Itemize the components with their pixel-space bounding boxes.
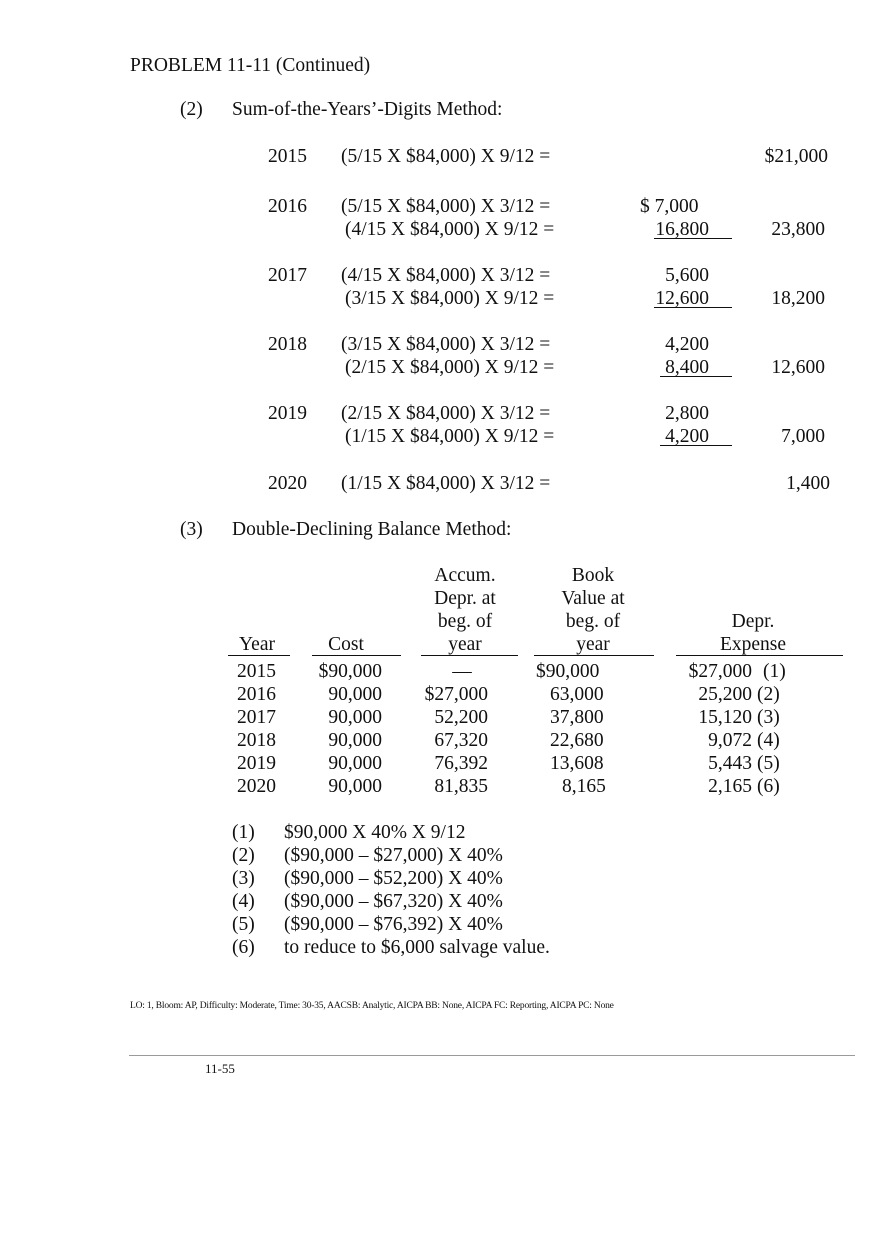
syd-amount: 4,200 xyxy=(665,334,709,355)
column-header-book: beg. of xyxy=(565,611,621,632)
cell-depr: 5,443 xyxy=(708,753,752,774)
cell-accum: — xyxy=(452,661,472,682)
footnote-number: (3) xyxy=(232,868,255,889)
cell-depr: $27,000 xyxy=(688,661,752,682)
cell-book: 22,680 xyxy=(550,730,604,751)
cell-cost: $90,000 xyxy=(318,661,382,682)
column-header-book: year xyxy=(576,634,610,655)
footnote-text: ($90,000 – $76,392) X 40% xyxy=(284,914,503,935)
syd-amount: 16,800 xyxy=(655,219,709,240)
syd-amount: 5,600 xyxy=(665,265,709,286)
column-header-book: Book xyxy=(571,565,615,586)
cell-book: $90,000 xyxy=(536,661,600,682)
syd-calc: (3/15 X $84,000) X 9/12 = xyxy=(345,288,555,309)
syd-total: 12,600 xyxy=(771,357,825,378)
cell-accum: 81,835 xyxy=(434,776,488,797)
cell-year: 2017 xyxy=(237,707,276,728)
section-number-syd: (2) xyxy=(180,99,203,120)
syd-calc: (1/15 X $84,000) X 9/12 = xyxy=(345,426,555,447)
section-number-ddb: (3) xyxy=(180,519,203,540)
cell-accum: 52,200 xyxy=(434,707,488,728)
cell-cost: 90,000 xyxy=(328,776,382,797)
column-header-depr: Depr. xyxy=(731,611,775,632)
page-number: 11-55 xyxy=(205,1061,235,1076)
cell-cost: 90,000 xyxy=(328,684,382,705)
footnote-number: (1) xyxy=(232,822,255,843)
cell-ref: (3) xyxy=(757,707,780,728)
cell-year: 2018 xyxy=(237,730,276,751)
footnote-text: ($90,000 – $27,000) X 40% xyxy=(284,845,503,866)
cell-depr: 9,072 xyxy=(708,730,752,751)
syd-year: 2016 xyxy=(268,196,307,217)
cell-accum: 76,392 xyxy=(434,753,488,774)
page-title: PROBLEM 11-11 (Continued) xyxy=(130,55,371,76)
footnote-number: (2) xyxy=(232,845,255,866)
syd-total: 7,000 xyxy=(781,426,825,447)
cell-book: 37,800 xyxy=(550,707,604,728)
syd-year: 2020 xyxy=(268,473,307,494)
syd-calc: (2/15 X $84,000) X 9/12 = xyxy=(345,357,555,378)
cell-accum: 67,320 xyxy=(434,730,488,751)
syd-year: 2018 xyxy=(268,334,307,355)
cell-ref: (6) xyxy=(757,776,780,797)
column-header-accum: Accum. xyxy=(434,565,496,586)
cell-ref: (2) xyxy=(757,684,780,705)
cell-year: 2016 xyxy=(237,684,276,705)
footnote-text: to reduce to $6,000 salvage value. xyxy=(284,937,550,958)
column-header-year: Year xyxy=(239,634,275,655)
column-header-book: Value at xyxy=(561,588,625,609)
cell-accum: $27,000 xyxy=(424,684,488,705)
cell-ref: (4) xyxy=(757,730,780,751)
section-title-syd: Sum-of-the-Years’-Digits Method: xyxy=(232,99,503,120)
footnote-number: (6) xyxy=(232,937,255,958)
header-underline xyxy=(312,655,401,656)
cell-year: 2015 xyxy=(237,661,276,682)
cell-ref: (5) xyxy=(757,753,780,774)
syd-year: 2019 xyxy=(268,403,307,424)
column-header-depr: Expense xyxy=(719,634,787,655)
footnote-number: (4) xyxy=(232,891,255,912)
syd-year: 2015 xyxy=(268,146,307,167)
header-underline xyxy=(534,655,654,656)
syd-calc: (5/15 X $84,000) X 3/12 = xyxy=(341,196,551,217)
syd-amount: 4,200 xyxy=(665,426,709,447)
footer-divider xyxy=(129,1055,855,1056)
column-header-cost: Cost xyxy=(328,634,364,655)
column-header-accum: year xyxy=(448,634,482,655)
header-underline xyxy=(421,655,518,656)
syd-year: 2017 xyxy=(268,265,307,286)
syd-calc: (1/15 X $84,000) X 3/12 = xyxy=(341,473,551,494)
syd-amount: 8,400 xyxy=(665,357,709,378)
cell-book: 8,165 xyxy=(562,776,606,797)
syd-amount: $ 7,000 xyxy=(640,196,699,217)
cell-depr: 2,165 xyxy=(708,776,752,797)
syd-calc: (4/15 X $84,000) X 3/12 = xyxy=(341,265,551,286)
footnote-number: (5) xyxy=(232,914,255,935)
cell-depr: 25,200 xyxy=(698,684,752,705)
section-title-ddb: Double-Declining Balance Method: xyxy=(232,519,512,540)
cell-cost: 90,000 xyxy=(328,753,382,774)
syd-calc: (5/15 X $84,000) X 9/12 = xyxy=(341,146,551,167)
column-header-accum: Depr. at xyxy=(434,588,496,609)
footnote-text: ($90,000 – $52,200) X 40% xyxy=(284,868,503,889)
syd-amount: 12,600 xyxy=(655,288,709,309)
syd-total: $21,000 xyxy=(764,146,828,167)
header-underline xyxy=(676,655,843,656)
syd-calc: (4/15 X $84,000) X 9/12 = xyxy=(345,219,555,240)
syd-total: 23,800 xyxy=(771,219,825,240)
header-underline xyxy=(228,655,290,656)
footnote-text: $90,000 X 40% X 9/12 xyxy=(284,822,466,843)
syd-amount: 2,800 xyxy=(665,403,709,424)
learning-objective-line: LO: 1, Bloom: AP, Difficulty: Moderate, Time: 30-35, AACSB: Analytic, AICPA BB: None, AICPA FC: Reporting, AICPA PC: None xyxy=(130,1001,614,1011)
cell-year: 2020 xyxy=(237,776,276,797)
cell-book: 63,000 xyxy=(550,684,604,705)
column-header-accum: beg. of xyxy=(437,611,493,632)
syd-total: 1,400 xyxy=(786,473,830,494)
cell-cost: 90,000 xyxy=(328,707,382,728)
cell-ref: (1) xyxy=(763,661,786,682)
cell-book: 13,608 xyxy=(550,753,604,774)
syd-total: 18,200 xyxy=(771,288,825,309)
cell-year: 2019 xyxy=(237,753,276,774)
cell-cost: 90,000 xyxy=(328,730,382,751)
cell-depr: 15,120 xyxy=(698,707,752,728)
syd-calc: (2/15 X $84,000) X 3/12 = xyxy=(341,403,551,424)
syd-calc: (3/15 X $84,000) X 3/12 = xyxy=(341,334,551,355)
footnote-text: ($90,000 – $67,320) X 40% xyxy=(284,891,503,912)
